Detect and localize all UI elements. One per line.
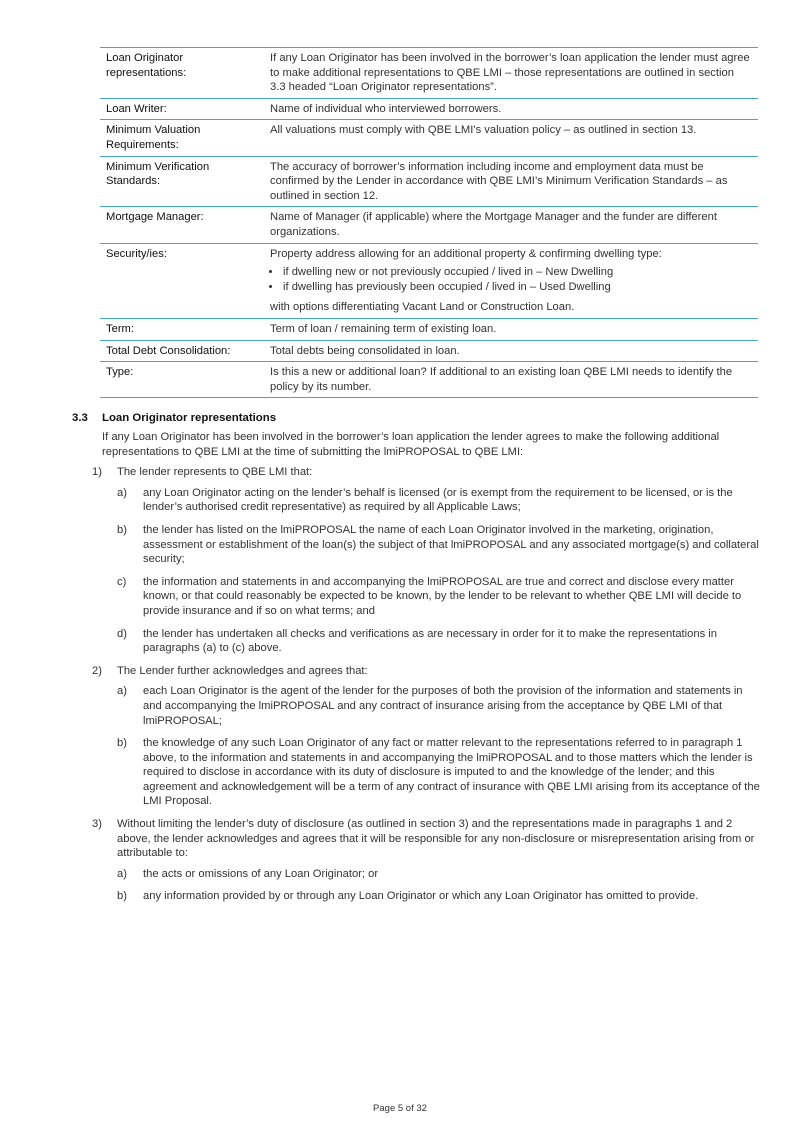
definition-term: Loan Originator representations: [100,48,264,99]
sub-item-letter: a) [117,486,127,499]
section-title: Loan Originator representations [102,412,277,424]
sub-item-text: the lender has undertaken all checks and verifications as are necessary in order for it to make the representations in paragraphs (a) to (c) above. [143,627,717,655]
definition-bullet: • if dwelling has previously been occupied / lived in – Used Dwelling [282,280,752,295]
sub-item-text: any information provided by or through any Loan Originator or which any Loan Originator has omitted to provide. [143,890,699,903]
list-item [72,465,762,656]
definition-text: Term of loan / remaining term of existing loan. [270,322,497,335]
list-item-number: 1) [92,466,102,479]
sub-item-letter: b) [117,523,127,536]
definition-description [264,120,758,156]
definition-text: Name of individual who interviewed borrowers. [270,102,502,115]
definition-row [100,120,758,156]
sub-item-text: the lender has listed on the lmiPROPOSAL the name of each Loan Originator involved in the marketing, origination, assessment or establishment of the loan(s) the subject of that lmiPROPOSAL and any associated mortgage(s) and collateral security; [143,523,759,566]
list-item-text: The Lender further acknowledges and agrees that: [117,664,368,677]
definition-row [100,243,758,318]
page-number: Page 5 of 32 [373,1103,427,1114]
definition-text: Property address allowing for an additional property & confirming dwelling type: [270,247,662,260]
sub-item [117,889,762,904]
definition-term: Type: [100,362,264,398]
definition-row [100,340,758,362]
section-intro: If any Loan Originator has been involved in the borrower’s loan application the lender agrees to make the following additional representations to QBE LMI at the time of submitting the lmiPROPOSAL to QBE LMI: [102,431,720,458]
numbered-list [72,465,762,904]
definition-description [264,98,758,120]
sub-item-text: each Loan Originator is the agent of the lender for the purposes of both the provision of the information and statements in and accompanying the lmiPROPOSAL and any contract of insurance arising from the acceptance by QBE LMI of that lmiPROPOSAL; [143,685,743,727]
list-item-number: 2) [92,664,102,677]
definition-term: Total Debt Consolidation: [100,340,264,362]
definition-description [264,318,758,340]
list-item-text: The lender represents to QBE LMI that: [117,466,313,479]
sub-item-letter: a) [117,685,127,698]
sub-item-letter: b) [117,737,127,750]
definition-text: Total debts being consolidated in loan. [270,344,460,357]
definition-text: If any Loan Originator has been involved in the borrower’s loan application the lender must agree to make additional representations to QBE LMI – those representations are outlined in section 3.3 headed “Loan Originator representations”. [270,52,750,94]
sub-item [117,627,762,656]
definition-description [264,362,758,398]
section-body [72,430,762,912]
definition-text: All valuations must comply with QBE LMI’s valuation policy – as outlined in section 13. [270,124,697,137]
list-item-text: Without limiting the lender’s duty of disclosure (as outlined in section 3) and the representations made in paragraphs 1 and 2 above, the lender acknowledges and agrees that it will be responsible for any non-disclosure or misrepresentation arising from or attributable to: [117,818,755,860]
definition-row [100,98,758,120]
sub-item-letter: b) [117,890,127,903]
definition-row [100,362,758,398]
definition-text: The accuracy of borrower’s information including income and employment data must be confirmed by the Lender in accordance with QBE LMI’s Minimum Verification Standards – as outlined in section 12. [270,160,728,202]
sub-item-letter: d) [117,627,127,640]
definition-description [264,243,758,318]
definition-note: with options differentiating Vacant Land or Construction Loan. [270,301,575,314]
definition-term: Security/ies: [100,243,264,318]
definition-term: Mortgage Manager: [100,207,264,243]
sub-item [117,575,762,619]
sub-item-letter: a) [117,867,127,880]
definition-description [264,207,758,243]
sub-item-text: any Loan Originator acting on the lender’s behalf is licensed (or is exempt from the requirement to be licensed, or is the lender’s authorised credit representative) as required by all Applicable Laws; [143,486,733,514]
sub-item [117,684,762,728]
section-number: 3.3 [72,412,88,424]
definition-bullet: • if dwelling new or not previously occupied / lived in – New Dwelling [282,265,752,280]
definition-text: Name of Manager (if applicable) where the Mortgage Manager and the funder are different organizations. [270,211,717,238]
definition-description [264,156,758,207]
definition-term: Term: [100,318,264,340]
list-item [72,664,762,809]
definition-description [264,48,758,99]
definition-term: Minimum Verification Standards: [100,156,264,207]
definition-bullets [270,265,752,294]
sub-item [117,867,762,882]
definition-row [100,48,758,99]
definition-description [264,340,758,362]
sub-item [117,736,762,809]
definition-term: Minimum Valuation Requirements: [100,120,264,156]
definition-term: Loan Writer: [100,98,264,120]
sub-item-text: the information and statements in and accompanying the lmiPROPOSAL are true and correct and disclose every matter known, or that could reasonably be expected to be known, by the lender to be relevant to whether QBE LMI will decide to provide insurance and if so on what terms; and [143,575,742,617]
definition-row [100,318,758,340]
sub-item-letter: c) [117,575,127,588]
definition-row [100,156,758,207]
sub-item [117,486,762,515]
sub-item-text: the knowledge of any such Loan Originator of any fact or matter relevant to the representations referred to in paragraph 1 above, to the information and statements in and accompanying the lmiPROPOSAL and to those matters which the lender is required to disclose in accordance with its duty of disclosure is imputed to and the knowledge of the lender; and this agreement and acknowledgement will be a term of any contract of insurance with QBE LMI arising from its acceptance of the LMI Proposal. [143,737,760,808]
section-heading [72,412,276,424]
sub-item-text: the acts or omissions of any Loan Originator; or [143,867,379,880]
definitions-table [100,47,758,398]
definition-row [100,207,758,243]
list-item [72,817,762,904]
list-item-number: 3) [92,818,102,831]
sub-item [117,523,762,567]
definition-text: Is this a new or additional loan? If additional to an existing loan QBE LMI needs to identify the policy by its number. [270,366,733,393]
